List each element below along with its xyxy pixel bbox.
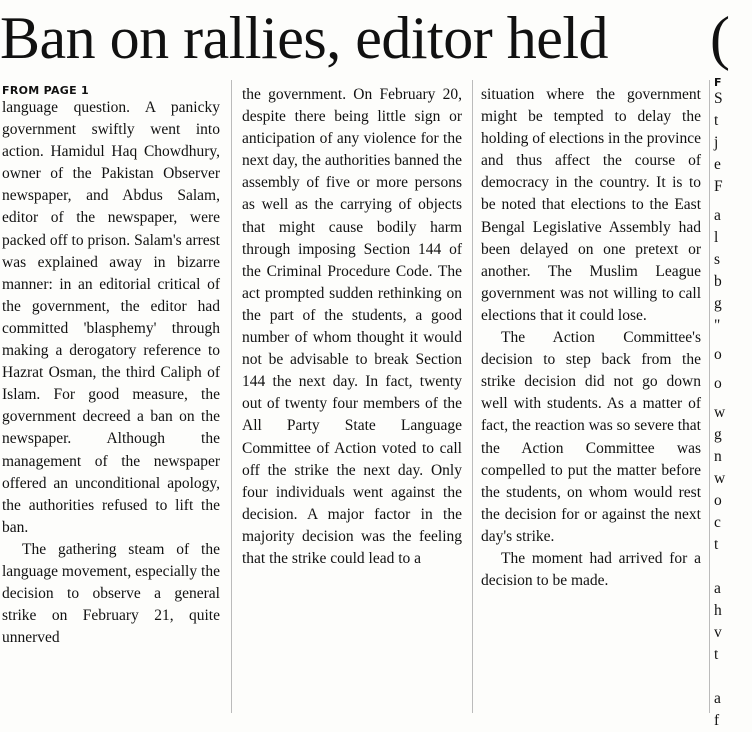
adjacent-text-fragment: a	[714, 580, 721, 597]
adjacent-text-fragment: o	[714, 346, 722, 363]
article-column-2	[242, 84, 462, 570]
column-divider	[231, 80, 232, 713]
column-1-paragraph-1: language question. A panicky government swiftly went into action. Hamidul Haq Chowdhury, owner of the Pakistan Observer newspaper, and Abdus Salam, editor of the newspaper, were packed off to prison. Salam's arrest was explained away in bizarre manner: in an editorial critical of the government, the editor had committed 'blasphemy' through making a derogatory reference to Hazrat Osman, the third Caliph of Islam. For good measure, the government decreed a ban on the newspaper. Although the management of the newspaper offered an unconditional apology, the authorities refused to lift the ban.	[2, 99, 220, 536]
adjacent-text-fragment: o	[714, 492, 722, 509]
column-1-paragraph-2: The gathering steam of the language movement, especially the decision to observe a general strike on February 21, quite unnerved	[2, 540, 220, 647]
column-3-paragraph-1: situation where the government might be tempted to delay the holding of elections in the province and thus affect the course of democracy in the country. It is to be noted that elections to the East Bengal Legislative Assembly had been delayed on one pretext or another. The Muslim League government was not willing to call elections that it could lose.	[481, 86, 701, 324]
adjacent-text-fragment: a	[714, 690, 721, 707]
adjacent-article-fragment	[710, 0, 752, 729]
adjacent-text-fragment: c	[714, 514, 721, 531]
adjacent-text-fragment: j	[714, 134, 719, 151]
adjacent-text-fragment: a	[714, 207, 721, 224]
adjacent-text-fragment: f	[714, 712, 720, 729]
adjacent-text-fragment: s	[714, 251, 721, 268]
article-column-1	[2, 84, 220, 649]
adjacent-text-fragment: l	[714, 229, 719, 246]
headline: Ban on rallies, editor held	[0, 5, 609, 71]
adjacent-text-fragment: e	[714, 156, 721, 173]
adjacent-text-fragment: w	[714, 404, 726, 421]
adjacent-text-fragment: g	[714, 295, 722, 312]
adjacent-text-fragment: o	[714, 375, 722, 392]
column-3-paragraph-3: The moment had arrived for a decision to be made.	[481, 549, 701, 590]
column-divider	[472, 80, 473, 713]
adjacent-text-fragment: t	[714, 536, 719, 553]
adjacent-text-fragment: F	[714, 178, 723, 195]
adjacent-text-fragment: t	[714, 646, 719, 663]
column-divider	[709, 80, 710, 713]
column-2-paragraph-1: the government. On February 20, despite there being little sign or anticipation of any violence for the next day, the authorities banned the assembly of five or more persons as well as the carrying of objects that might cause bodily harm through imposing Section 144 of the Criminal Procedure Code. The act prompted sudden rethinking on the part of the students, a good number of whom thought it would not be advisable to break Section 144 the next day. In fact, twenty out of twenty four members of the All Party State Language Committee of Action voted to call off the strike the next day. Only four individuals went against the decision. A major factor in the majority decision was the feeling that the strike could lead to a	[242, 86, 462, 567]
adjacent-text-fragment: t	[714, 112, 719, 129]
adjacent-text-fragment: "	[714, 317, 721, 334]
adjacent-text-fragment: g	[714, 426, 722, 443]
adjacent-text-fragment: S	[714, 90, 723, 107]
adjacent-headline-fragment: (	[710, 5, 730, 71]
adjacent-text-fragment: h	[714, 602, 722, 619]
adjacent-text-fragment: F	[714, 76, 722, 89]
adjacent-text-fragment: b	[714, 273, 722, 290]
adjacent-text-fragment: n	[714, 448, 722, 465]
adjacent-text-fragment: w	[714, 470, 726, 487]
adjacent-text-fragment: v	[714, 624, 722, 641]
article-column-3	[481, 84, 701, 592]
continued-from-label: FROM PAGE 1	[2, 84, 90, 97]
column-3-paragraph-2: The Action Committee's decision to step back from the strike decision did not go down well with students. As a matter of fact, the reaction was so severe that the Action Committee was compelled to put the matter before the students, on whom would rest the decision for or against the next day's strike.	[481, 329, 701, 545]
